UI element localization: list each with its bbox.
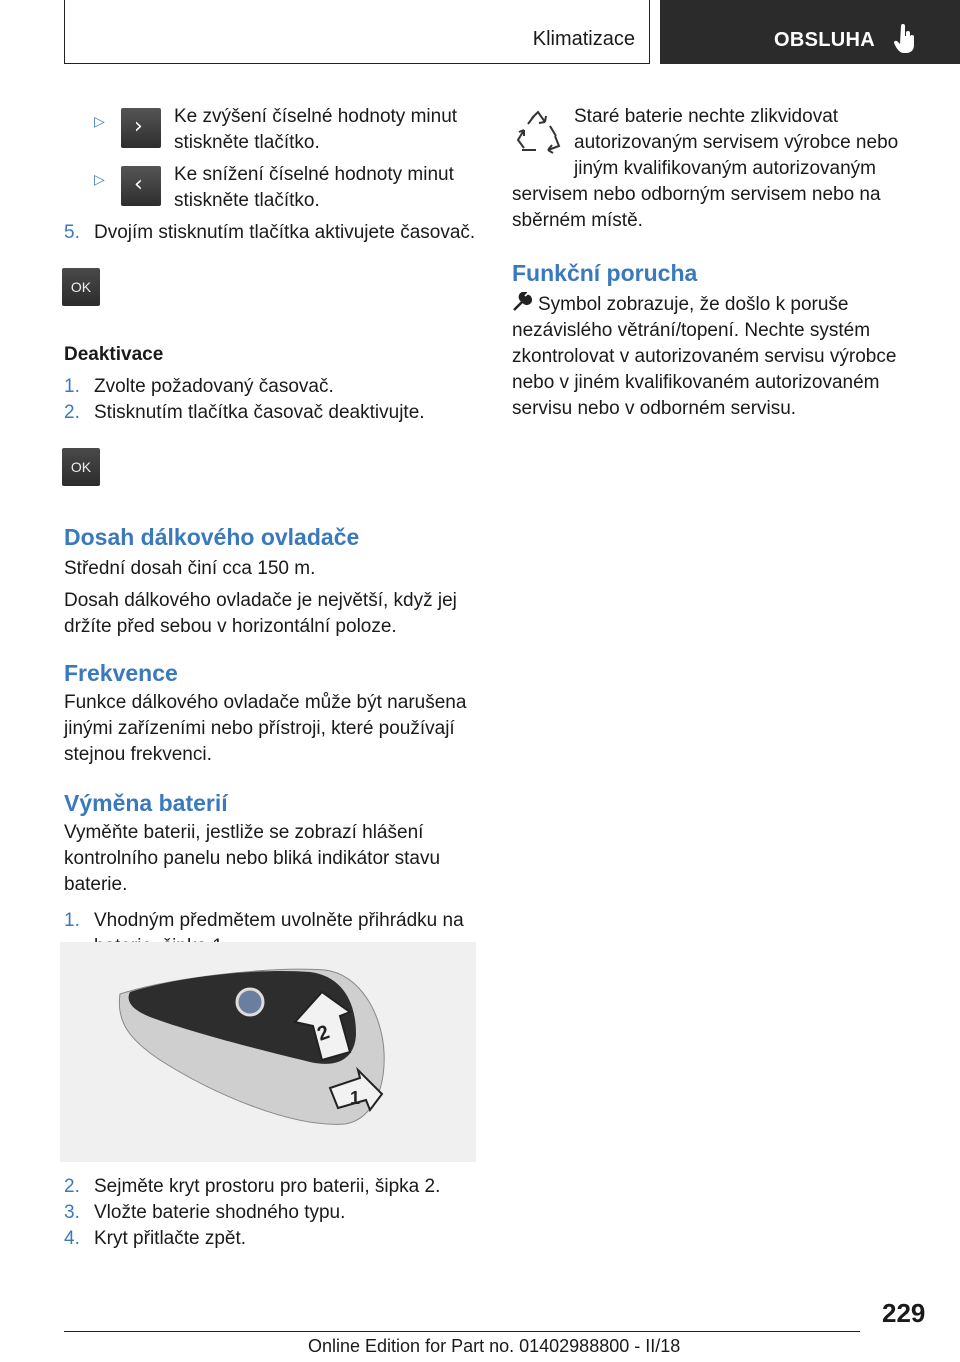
- key-fob-illustration: [60, 942, 476, 1162]
- left-column: [64, 104, 480, 960]
- list-arrow-icon: ▷: [94, 113, 105, 129]
- range-title: Dosah dálkového ovladače: [64, 524, 360, 550]
- ok-button-icon: OK: [62, 448, 100, 486]
- ok-button-icon: OK: [62, 268, 100, 306]
- wrench-icon: [512, 292, 532, 312]
- battery-step-3: 3. Vložte baterie shodného typu.: [64, 1202, 346, 1223]
- list-arrow-icon: ▷: [94, 171, 105, 187]
- header-chapter-tab: [660, 0, 960, 64]
- footer-rule: [64, 1331, 860, 1332]
- decrease-button-icon: ‹: [121, 166, 161, 206]
- arrow-2-label: 2: [314, 1021, 333, 1046]
- recycle-icon: [512, 108, 564, 160]
- header-section-title: Klimatizace: [532, 28, 635, 50]
- battery-step-2: 2. Sejměte kryt prostoru pro baterii, šipka 2.: [64, 1176, 441, 1197]
- page-number: 229: [882, 1298, 926, 1328]
- header-chapter-title: OBSLUHA: [774, 29, 875, 51]
- deactivation-title: Deaktivace: [64, 344, 164, 365]
- increase-text: Ke zvýšení číselné hodnoty minut stiskněte tlačítko.: [174, 106, 458, 153]
- footer-edition: Online Edition for Part no. 01402988800 - II/18: [308, 1336, 681, 1356]
- deactivation-step-1: 1. Zvolte požadovaný časovač.: [64, 376, 334, 397]
- range-p2: Dosah dálkového ovladače je největší, když jej držíte před sebou v horizontální poloze.: [64, 590, 457, 637]
- increase-minutes-item: [64, 104, 480, 162]
- header-section-box: [64, 0, 650, 64]
- battery-p1: Vyměňte baterii, jestliže se zobrazí hlášení kontrolního panelu nebo bliká indikátor stavu baterie.: [64, 822, 441, 895]
- battery-step-4: 4. Kryt přitlačte zpět.: [64, 1228, 247, 1249]
- recycle-text: Staré baterie nechte zlikvidovat autorizovaným servisem výrobce nebo jiným kvalifikovaným autorizovaným servisem nebo odborným servisem nebo na sběrném místě.: [512, 106, 899, 231]
- decrease-text: Ke snížení číselné hodnoty minut stiskněte tlačítko.: [174, 164, 454, 211]
- malfunction-p1: Symbol zobrazuje, že došlo k poruše nezávislého větrání/topení. Nechte systém zkontrolovat v autorizovaném servisu výrobce nebo v jiném kvalifikovaném autorizovaném servisu nebo v odborném servisu.: [512, 294, 897, 419]
- deactivation-step-2: 2. Stisknutím tlačítka časovač deaktivujte.: [64, 402, 425, 423]
- battery-title: Výměna baterií: [64, 790, 228, 816]
- battery-step-1: 1. Vhodným předmětem uvolněte přihrádku na: [64, 910, 464, 931]
- battery-steps-cont: [64, 1174, 480, 1252]
- right-column: [512, 104, 928, 422]
- increase-button-icon: ›: [121, 108, 161, 148]
- frequency-p1: Funkce dálkového ovladače může být narušena jinými zařízeními nebo přístroji, které používají stejnou frekvenci.: [64, 692, 467, 765]
- malfunction-title: Funkční porucha: [512, 260, 698, 286]
- recycle-note: [512, 104, 928, 234]
- hand-pointer-icon: [894, 24, 916, 54]
- key-fob-figure: [60, 942, 476, 1162]
- decrease-minutes-item: [64, 162, 480, 220]
- arrow-1-label: 1: [350, 1088, 361, 1108]
- range-p1: Střední dosah činí cca 150 m.: [64, 558, 316, 579]
- frequency-title: Frekvence: [64, 660, 178, 686]
- step-5: 5. Dvojím stisknutím tlačítka aktivujete časovač.: [64, 222, 476, 243]
